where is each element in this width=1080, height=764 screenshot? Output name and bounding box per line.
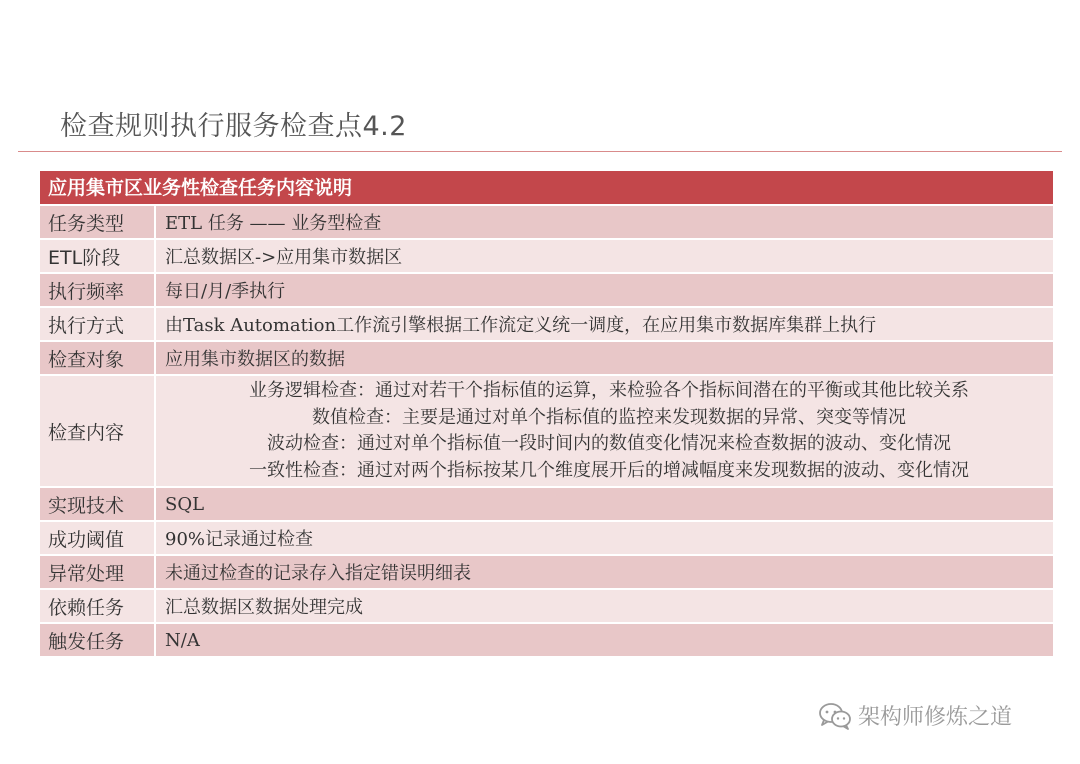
slide-title: 检查规则执行服务检查点4.2	[60, 111, 407, 142]
row-value: 由Task Automation工作流引擎根据工作流定义统一调度，在应用集市数据库集群上执行	[165, 315, 877, 336]
table-row	[40, 342, 1053, 376]
check-line-fluctuation: 波动检查：通过对单个指标值一段时间内的数值变化情况来检查数据的波动、变化情况	[267, 433, 951, 454]
row-label: 异常处理	[40, 556, 156, 588]
row-value: ETL 任务 —— 业务型检查	[165, 213, 382, 234]
table-row	[40, 240, 1053, 274]
table-row	[40, 206, 1053, 240]
row-value: 汇总数据区->应用集市数据区	[165, 247, 403, 268]
table-header: 应用集市区业务性检查任务内容说明	[40, 171, 1053, 206]
table-row	[40, 556, 1053, 590]
row-label: 检查内容	[40, 376, 156, 486]
row-label: 依赖任务	[40, 590, 156, 622]
row-label: 执行方式	[40, 308, 156, 340]
row-label: 检查对象	[40, 342, 156, 374]
row-label: 成功阈值	[40, 522, 156, 554]
table-row	[40, 274, 1053, 308]
table-row	[40, 308, 1053, 342]
row-value: 每日/月/季执行	[165, 281, 286, 302]
row-value: 汇总数据区数据处理完成	[165, 597, 363, 618]
wechat-icon	[818, 702, 852, 730]
row-label: ETL阶段	[40, 240, 156, 272]
row-value: SQL	[165, 493, 205, 515]
row-value: 未通过检查的记录存入指定错误明细表	[165, 563, 471, 584]
table-row	[40, 624, 1053, 658]
table-row	[40, 376, 1053, 488]
table-row	[40, 590, 1053, 624]
row-label: 任务类型	[40, 206, 156, 238]
check-line-consistency: 一致性检查：通过对两个指标按某几个维度展开后的增减幅度来发现数据的波动、变化情况	[249, 459, 969, 481]
watermark	[818, 700, 1012, 731]
row-label: 实现技术	[40, 488, 156, 520]
row-label: 执行频率	[40, 274, 156, 306]
title-divider	[18, 151, 1062, 152]
check-line-numeric: 数值检查：主要是通过对单个指标值的监控来发现数据的异常、突变等情况	[312, 406, 906, 428]
row-value-multiline	[156, 376, 1053, 486]
watermark-text: 架构师修炼之道	[858, 705, 1013, 730]
task-description-table	[40, 171, 1053, 658]
row-value: 应用集市数据区的数据	[165, 349, 345, 370]
table-row	[40, 488, 1053, 522]
check-line-business-logic: 业务逻辑检查：通过对若干个指标值的运算，来检验各个指标间潜在的平衡或其他比较关系	[249, 380, 969, 401]
table-row	[40, 522, 1053, 556]
row-value: N/A	[165, 629, 200, 651]
row-label: 触发任务	[40, 624, 156, 656]
row-value: 90%记录通过检查	[165, 529, 314, 550]
